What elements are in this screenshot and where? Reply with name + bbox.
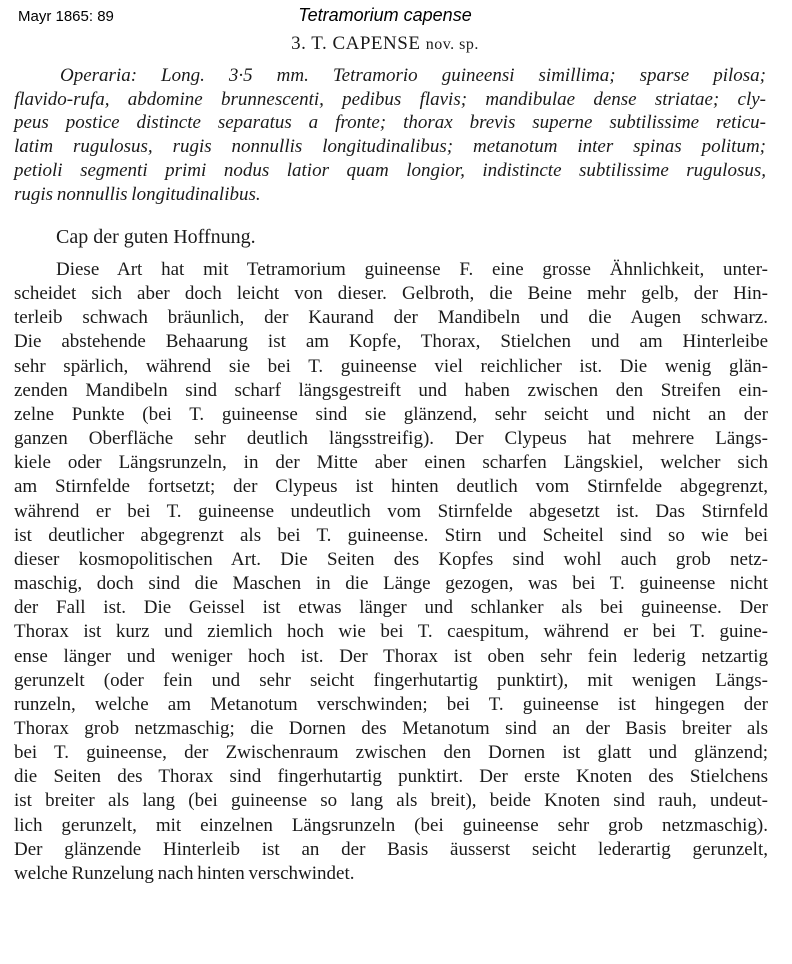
body-line: zelne Punkte (bei T. guineense sind sie glänzend, sehr seicht und nicht an der xyxy=(14,403,768,425)
body-line: ist breiter als lang (bei guineense so lang als breit), beide Knoten sind rauh, undeut- xyxy=(14,790,768,812)
body-line: der Fall ist. Die Geissel ist etwas länger und schlanker als bei guineense. Der xyxy=(14,597,768,619)
body-line: während er bei T. guineense undeutlich vom Stirnfelde abgesetzt ist. Das Stirnfeld xyxy=(14,500,768,522)
body-line: bei T. guineense, der Zwischenraum zwischen den Dornen ist glatt und glänzend; xyxy=(14,742,768,764)
body-line: Thorax ist kurz und ziemlich hoch wie bei T. caespitum, während er bei T. guine- xyxy=(14,621,768,643)
body-line: am Stirnfelde fortsetzt; der Clypeus ist hinten deutlich vom Stirnfelde abgegrenzt, xyxy=(14,476,768,498)
body-line: welche Runzelung nach hinten verschwindet. xyxy=(14,862,355,884)
body-line: Diese Art hat mit Tetramorium guineense F. eine grosse Ähnlichkeit, unter- xyxy=(56,259,768,280)
body-line: maschig, doch sind die Maschen in die Länge gezogen, was bei T. guineense nicht xyxy=(14,573,768,595)
body-line: dieser kosmopolitischen Art. Die Seiten des Kopfes sind wohl auch grob netz- xyxy=(14,548,768,570)
latin-line: petioli segmenti primi nodus latior quam longior, indistincte subtilissime rugulosus, xyxy=(14,159,766,181)
body-line: sehr spärlich, während sie bei T. guineense viel reichlicher ist. Die wenig glän- xyxy=(14,355,768,377)
body-line: gerunzelt (oder fein und sehr seicht fingerhutartig punktirt), mit wenigen Längs- xyxy=(14,669,768,691)
body-line: Thorax grob netzmaschig; die Dornen des Metanotum sind an der Basis breiter als xyxy=(14,717,768,739)
species-heading-main: 3. T. CAPENSE xyxy=(291,33,421,54)
species-heading-suffix: nov. sp. xyxy=(425,36,479,53)
body-line: Der glänzende Hinterleib ist an der Basis äusserst seicht lederartig gerunzelt, xyxy=(14,838,768,860)
body-line: die Seiten des Thorax sind fingerhutartig punktirt. Der erste Knoten des Stielchens xyxy=(14,766,768,788)
body-line: runzeln, welche am Metanotum verschwinden; bei T. guineense ist hingegen der xyxy=(14,693,768,715)
latin-line: peus postice distincte separatus a fronte; thorax brevis superne subtilissime reticu- xyxy=(14,112,766,134)
latin-line: rugis nonnullis longitudinalibus. xyxy=(14,183,261,205)
source-citation: Mayr 1865: 89 xyxy=(18,8,114,25)
body-line: kiele oder Längsrunzeln, in der Mitte aber einen scharfen Längskiel, welcher sich xyxy=(14,452,768,474)
locality: Cap der guten Hoffnung. xyxy=(56,226,256,248)
body-line: ense länger und weniger hoch ist. Der Thorax ist oben sehr fein lederig netzartig xyxy=(14,645,768,667)
body-line: terleib schwach bräunlich, der Kaurand der Mandibeln und die Augen schwarz. xyxy=(14,307,768,329)
species-heading xyxy=(0,33,770,55)
latin-description xyxy=(14,64,766,206)
body-line: ist deutlicher abgegrenzt als bei T. guineense. Stirn und Scheitel sind so wie bei xyxy=(14,524,768,546)
latin-line: Operaria: Long. 3·5 mm. Tetramorio guineensi simillima; sparse pilosa; xyxy=(60,65,766,86)
body-line: lich gerunzelt, mit einzelnen Längsrunzeln (bei guineense sehr grob netzmaschig). xyxy=(14,814,768,836)
body-line: ganzen Oberfläche sehr deutlich längsstreifig). Der Clypeus hat mehrere Längs- xyxy=(14,428,768,450)
description-body xyxy=(14,258,768,886)
body-line: zenden Mandibeln sind scharf längsgestreift und haben zwischen den Streifen ein- xyxy=(14,379,768,401)
page-title: Tetramorium capense xyxy=(298,5,472,25)
body-line: scheidet sich aber doch leicht von dieser. Gelbroth, die Beine mehr gelb, der Hin- xyxy=(14,283,768,305)
latin-line: latim rugulosus, rugis nonnullis longitudinalibus; metanotum inter spinas politum; xyxy=(14,136,766,158)
latin-line: flavido-rufa, abdomine brunnescenti, pedibus flavis; mandibulae dense striatae; cly- xyxy=(14,88,766,110)
body-line: Die abstehende Behaarung ist am Kopfe, Thorax, Stielchen und am Hinterleibe xyxy=(14,331,768,353)
